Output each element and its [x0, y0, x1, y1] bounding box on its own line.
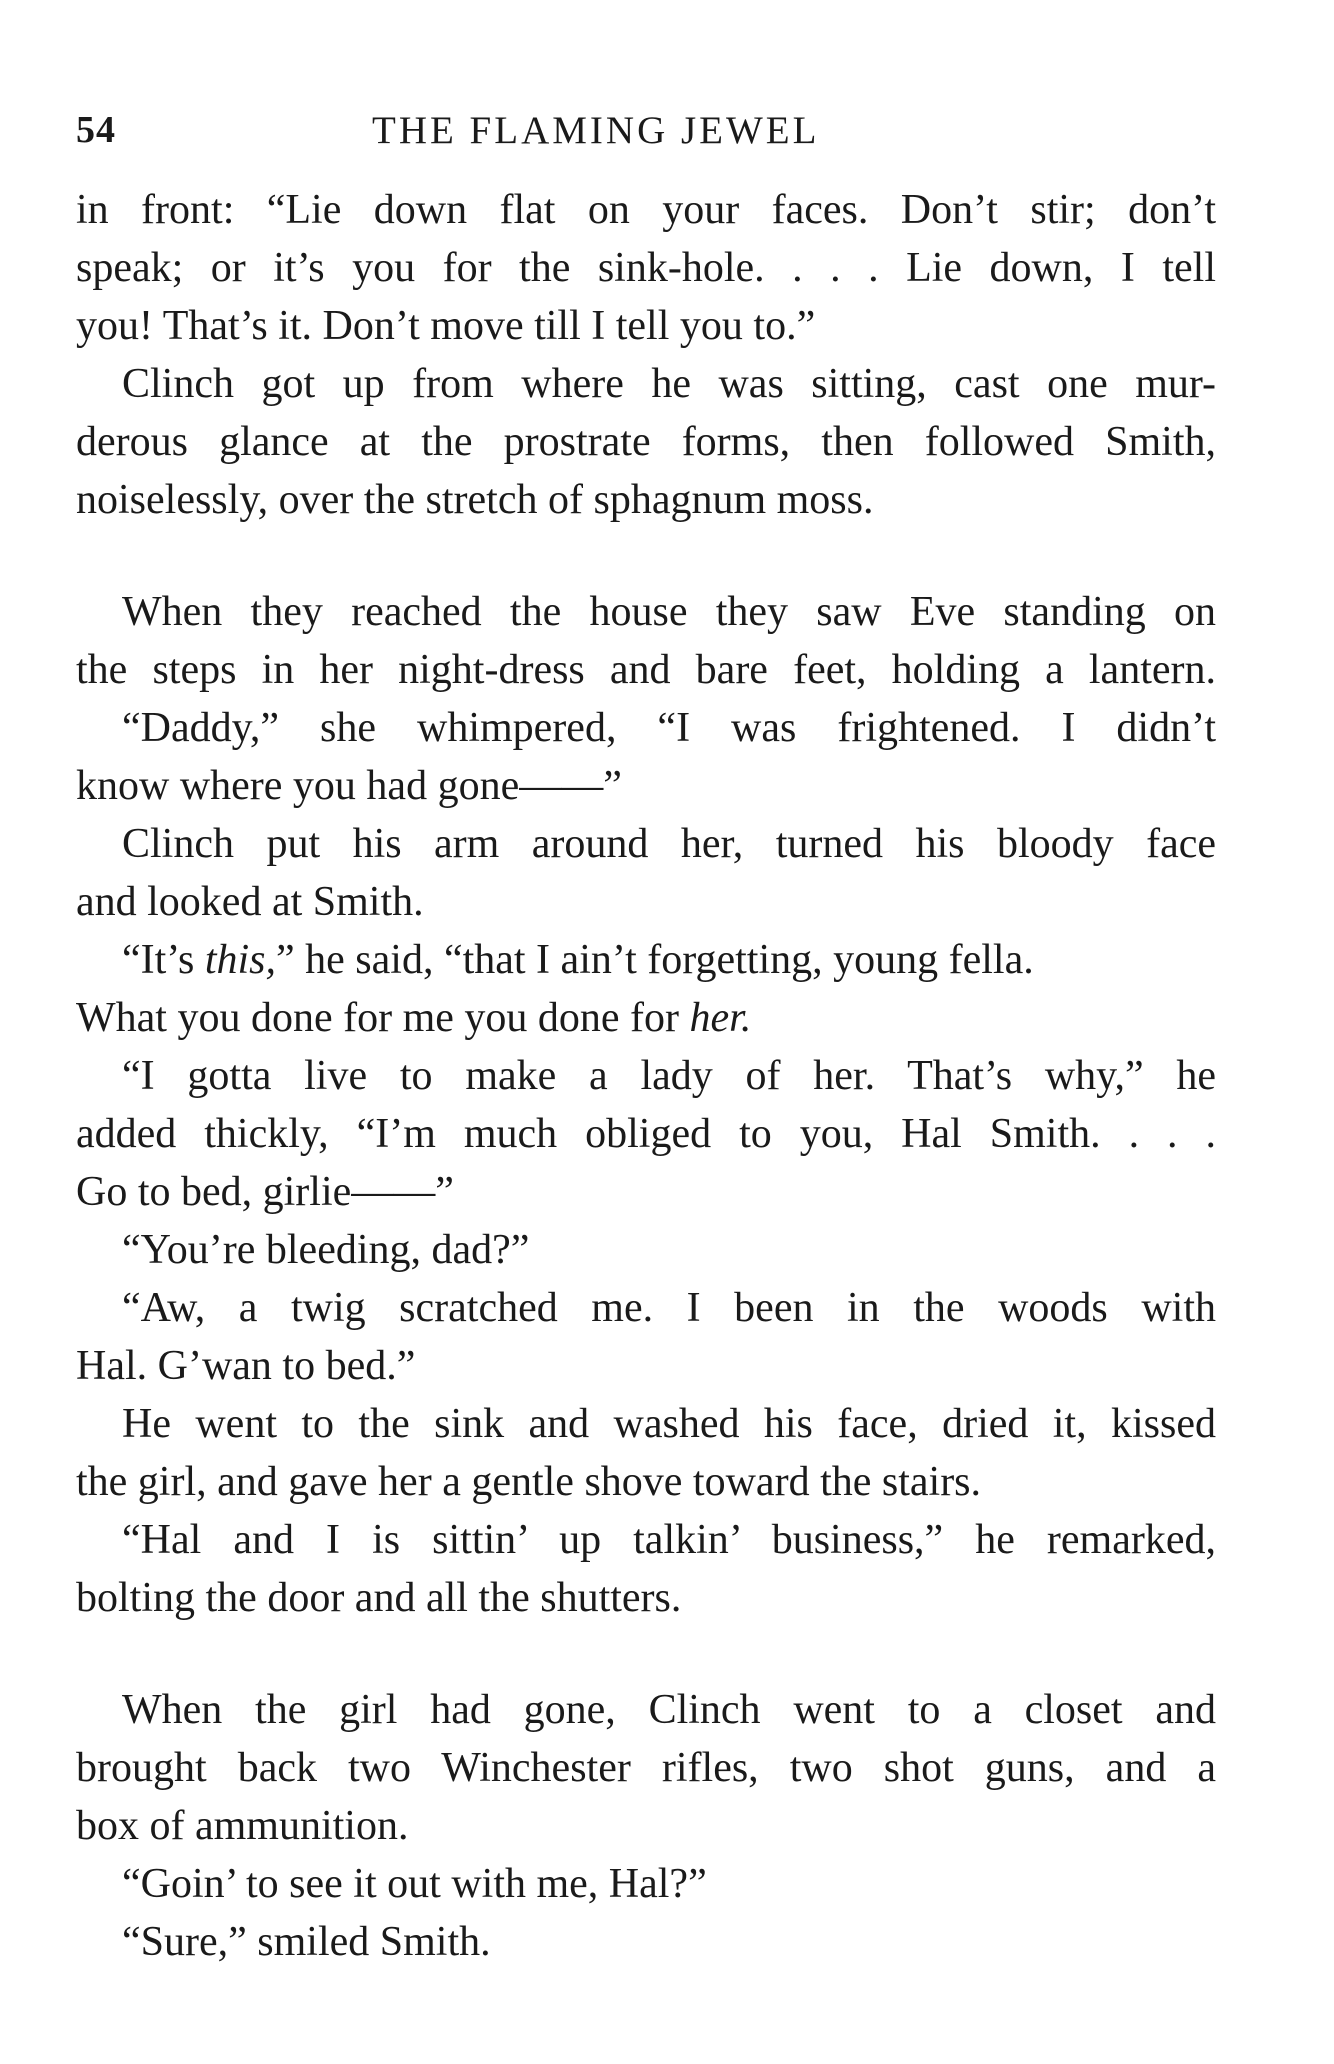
- text-line: When the girl had gone, Clinch went to a closet and: [122, 1687, 1216, 1733]
- text-run: ” he said, “that I ain’t forgetting, young fella.: [276, 937, 1034, 983]
- text-line: [76, 931, 1216, 989]
- page-header: [76, 108, 1216, 160]
- text-line: Clinch got up from where he was sitting, cast one mur-: [122, 361, 1216, 407]
- text-line: “I gotta live to make a lady of her. That’s why,” he: [122, 1053, 1216, 1099]
- text-line: When they reached the house they saw Eve standing on: [122, 589, 1216, 635]
- text-line: derous glance at the prostrate forms, then followed Smith,: [76, 419, 1216, 465]
- text-line: the steps in her night-dress and bare feet, holding a lantern.: [76, 647, 1216, 693]
- body-text: [76, 181, 1216, 1971]
- italic-text: this,: [204, 937, 276, 983]
- running-head: THE FLAMING JEWEL: [372, 109, 820, 152]
- text-line: “You’re bleeding, dad?”: [122, 1227, 530, 1273]
- text-line: “Sure,” smiled Smith.: [122, 1919, 491, 1965]
- text-line: box of ammunition.: [76, 1803, 409, 1849]
- text-line: Hal. G’wan to bed.”: [76, 1343, 416, 1389]
- section-break: [76, 529, 1216, 583]
- text-line: added thickly, “I’m much obliged to you, Hal Smith. . . .: [76, 1111, 1216, 1157]
- text-line: Clinch put his arm around her, turned his bloody face: [122, 821, 1216, 867]
- text-line: “Daddy,” she whimpered, “I was frightened. I didn’t: [122, 705, 1216, 751]
- section-break: [76, 1627, 1216, 1681]
- text-line: bolting the door and all the shutters.: [76, 1575, 682, 1621]
- text-line: He went to the sink and washed his face, dried it, kissed: [122, 1401, 1216, 1447]
- text-line: “Hal and I is sittin’ up talkin’ business,” he remarked,: [122, 1517, 1216, 1563]
- text-line: “Aw, a twig scratched me. I been in the woods with: [122, 1285, 1216, 1331]
- text-run: What you done for me you done for: [76, 995, 690, 1041]
- text-line: the girl, and gave her a gentle shove toward the stairs.: [76, 1459, 982, 1505]
- text-line: noiselessly, over the stretch of sphagnum moss.: [76, 477, 874, 523]
- text-run: “It’s: [122, 937, 205, 983]
- text-line: in front: “Lie down flat on your faces. Don’t stir; don’t: [76, 187, 1216, 233]
- text-line: you! That’s it. Don’t move till I tell you to.”: [76, 303, 816, 349]
- italic-text: her.: [689, 995, 752, 1041]
- text-line: know where you had gone——”: [76, 763, 622, 809]
- text-line: [76, 989, 1216, 1047]
- text-line: and looked at Smith.: [76, 879, 424, 925]
- text-line: speak; or it’s you for the sink-hole. . . . Lie down, I tell: [76, 245, 1216, 291]
- text-line: Go to bed, girlie——”: [76, 1169, 454, 1215]
- page-number: 54: [76, 109, 116, 151]
- text-line: “Goin’ to see it out with me, Hal?”: [122, 1861, 707, 1907]
- text-line: brought back two Winchester rifles, two shot guns, and a: [76, 1745, 1216, 1791]
